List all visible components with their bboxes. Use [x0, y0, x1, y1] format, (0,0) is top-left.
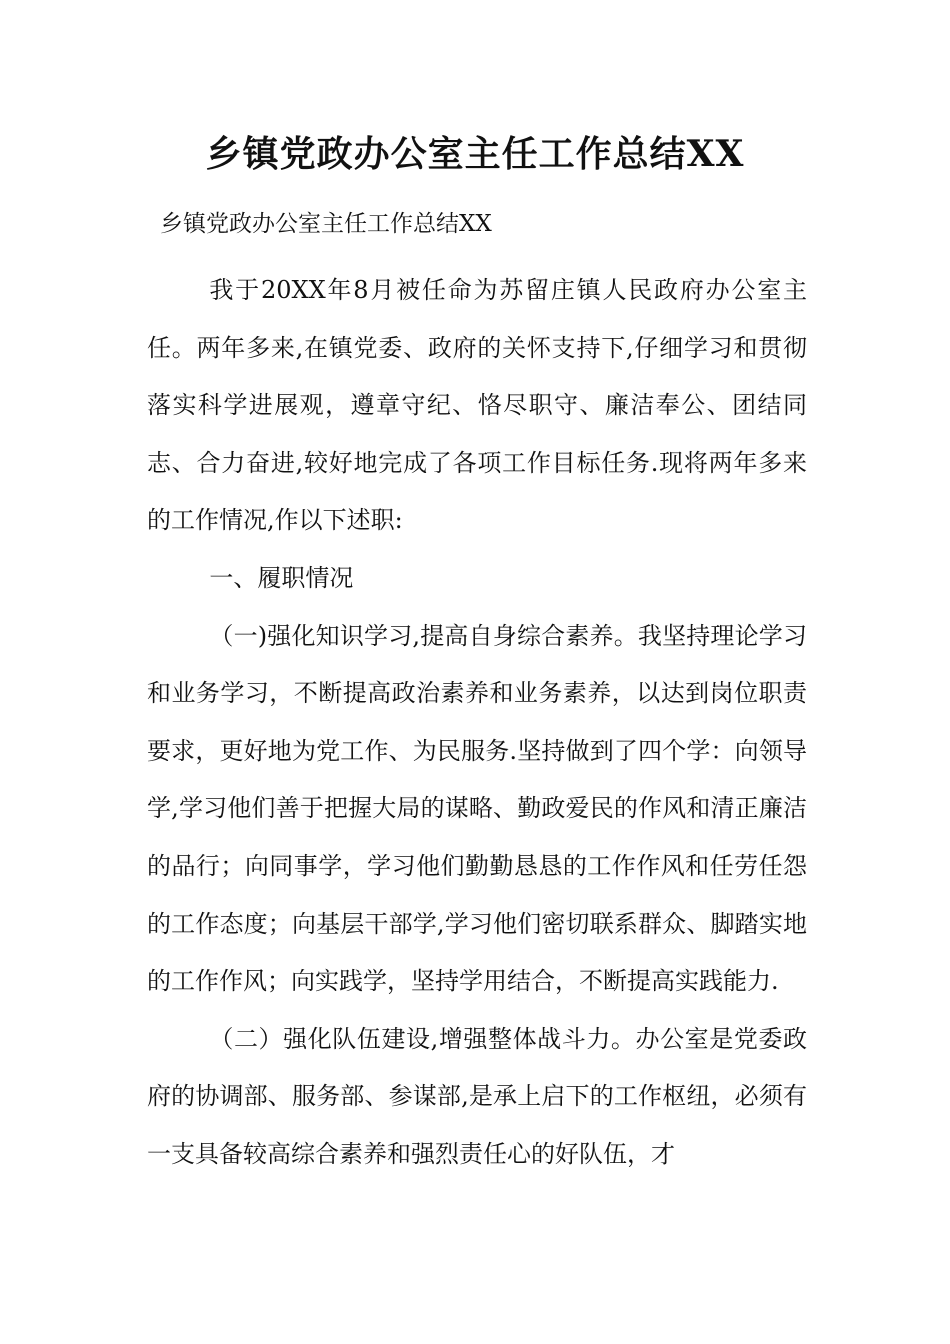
paragraph-learning: （一)强化知识学习,提高自身综合素养。我坚持理论学习和业务学习，不断提高政治素养和业务素养，以达到岗位职责要求，更好地为党工作、为民服务.坚持做到了四个学：向领导学,学习他们善于把握大局的谋略、勤政爱民的作风和清正廉洁的品行；向同事学，学习他们勤勤恳恳的工作作风和任劳任怨的工作态度；向基层干部学,学习他们密切联系群众、脚踏实地的工作作风；向实践学，坚持学用结合，不断提高实践能力.: [147, 621, 807, 996]
paragraph-intro: 我于20XX年8月被任命为苏留庄镇人民政府办公室主任。两年多来,在镇党委、政府的关怀支持下,仔细学习和贯彻落实科学进展观，遵章守纪、恪尽职守、廉洁奉公、团结同志、合力奋进,较好地完成了各项工作目标任务.现将两年多来的工作情况,作以下述职:: [147, 276, 807, 535]
document-body: [147, 262, 807, 1184]
document-title: 乡镇党政办公室主任工作总结XX: [205, 133, 745, 175]
paragraph-team-building: （二）强化队伍建设,增强整体战斗力。办公室是党委政府的协调部、服务部、参谋部,是承上启下的工作枢纽，必须有一支具备较高综合素养和强烈责任心的好队伍，才: [147, 1024, 807, 1168]
section-heading-performance: 一、履职情况: [209, 563, 354, 592]
document-subtitle: 乡镇党政办公室主任工作总结XX: [160, 211, 492, 237]
